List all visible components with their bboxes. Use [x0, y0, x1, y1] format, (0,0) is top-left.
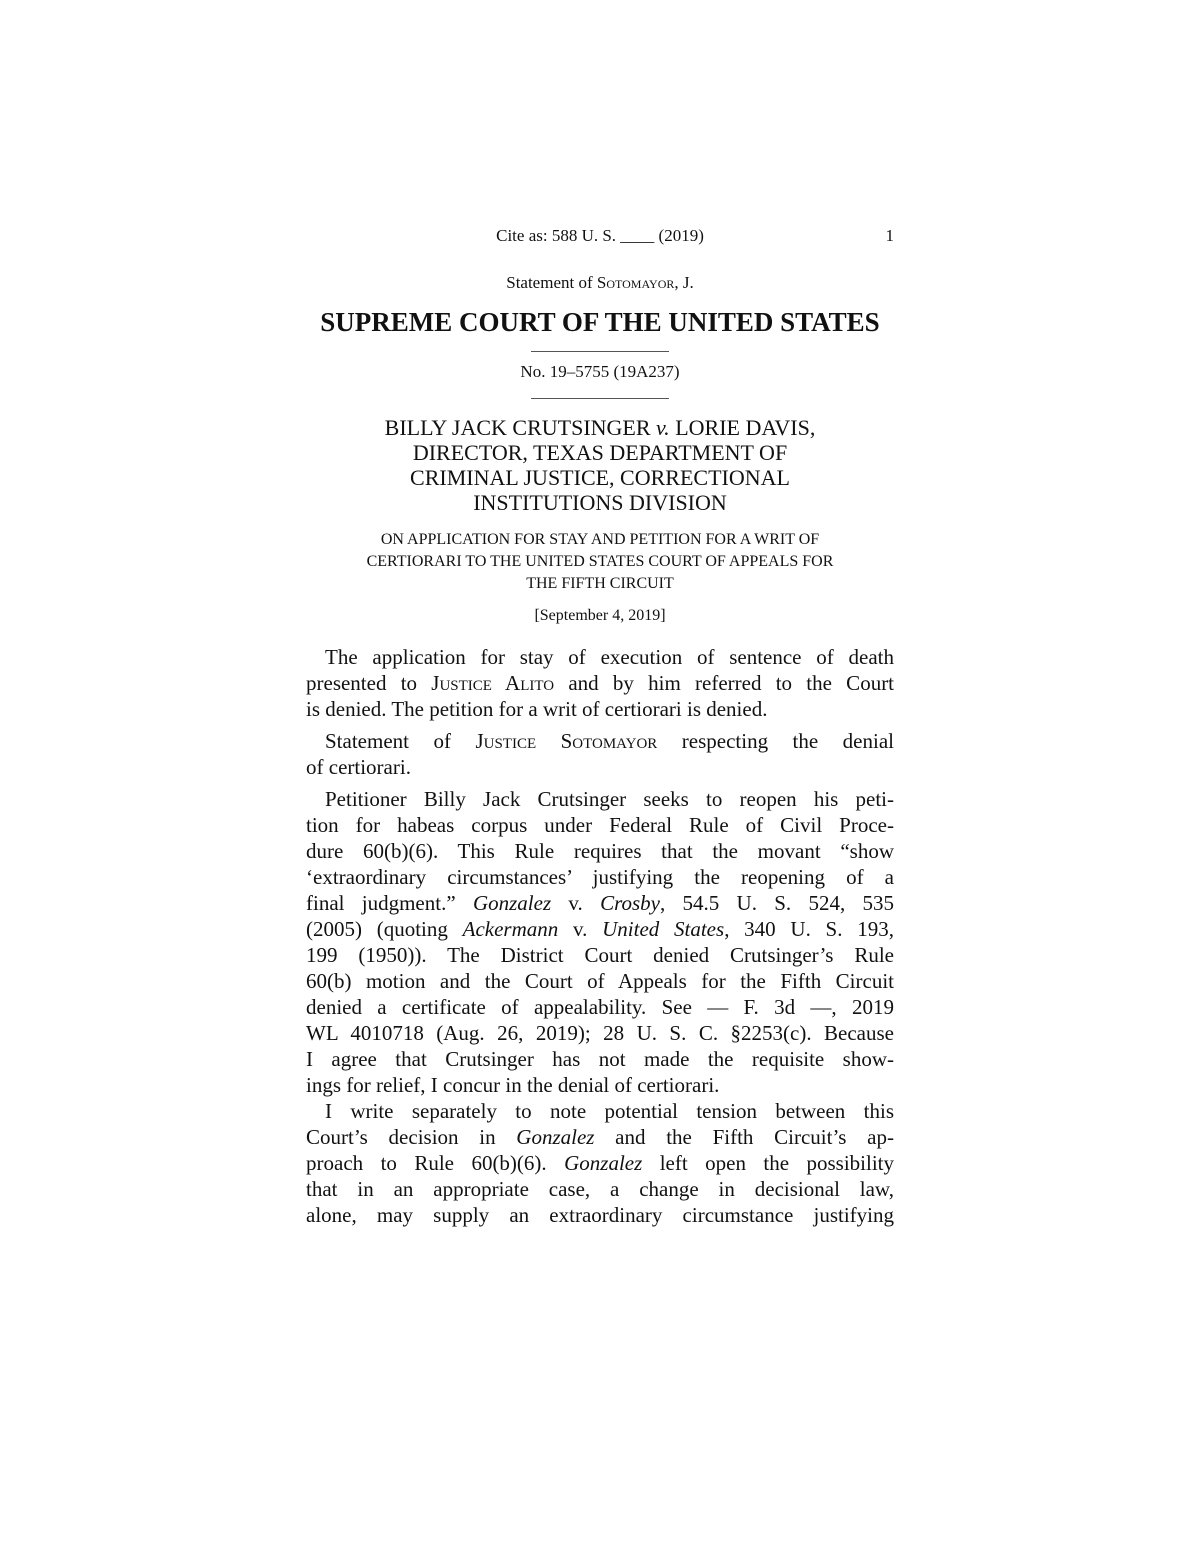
caption-line: CRIMINAL JUSTICE, CORRECTIONAL [410, 465, 790, 490]
text-line: dure 60(b)(6). This Rule requires that the movant “show [306, 839, 894, 863]
text-run: (2005) (quoting [306, 917, 463, 941]
text-line: 199 (1950)). The District Court denied Crutsinger’s Rule [306, 943, 894, 967]
opinion-page [306, 222, 894, 1228]
text-run: v. [551, 891, 601, 915]
page-number: 1 [885, 226, 894, 245]
case-name: Gonzalez [516, 1125, 595, 1149]
caption-respondent: LORIE DAVIS, [669, 415, 816, 440]
court-title: SUPREME COURT OF THE UNITED STATES [320, 307, 880, 337]
paragraph-background [306, 786, 894, 1098]
docket-number: No. 19–5755 (19A237) [520, 362, 680, 381]
justice-name: Justice Sotomayor [475, 729, 658, 753]
citation-header [306, 222, 894, 250]
text-run: , 54.5 U. S. 524, 535 [659, 891, 894, 915]
text-line: is denied. The petition for a writ of certiorari is denied. [306, 697, 768, 721]
text-line: Petitioner Billy Jack Crutsinger seeks to reopen his peti- [325, 787, 894, 811]
text-line: that in an appropriate case, a change in decisional law, [306, 1177, 894, 1201]
text-line: alone, may supply an extraordinary circumstance justifying [306, 1203, 894, 1227]
text-line [306, 728, 894, 754]
text-line: I agree that Crutsinger has not made the requisite show- [306, 1047, 894, 1071]
notice-line: CERTIORARI TO THE UNITED STATES COURT OF APPEALS FOR [366, 553, 834, 570]
case-caption [306, 415, 894, 515]
case-name: United States [602, 917, 725, 941]
text-run: presented to [306, 671, 432, 695]
notice-line: THE FIFTH CIRCUIT [526, 575, 674, 592]
text-run: proach to Rule 60(b)(6). [306, 1151, 565, 1175]
caption-versus: v. [656, 415, 670, 440]
case-name: Gonzalez [564, 1151, 643, 1175]
text-run: Court’s decision in [306, 1125, 517, 1149]
text-line [306, 670, 894, 696]
statement-suffix: , J. [674, 273, 694, 292]
case-name: Gonzalez [472, 891, 552, 915]
caption-petitioner: BILLY JACK CRUTSINGER [384, 415, 657, 440]
text-line [306, 890, 894, 916]
decision-date: [September 4, 2019] [534, 607, 666, 624]
text-line [306, 916, 894, 942]
divider-rule [531, 398, 669, 399]
caption-line [306, 415, 894, 440]
text-run: left open the possibility [642, 1151, 894, 1175]
text-run: respecting the denial [657, 729, 894, 753]
text-line: WL 4010718 (Aug. 26, 2019); 28 U. S. C. §2253(c). Because [306, 1021, 894, 1045]
text-line: of certiorari. [306, 755, 411, 779]
caption-line: DIRECTOR, TEXAS DEPARTMENT OF [412, 440, 788, 465]
text-run: Statement of [325, 729, 476, 753]
text-line [306, 1150, 894, 1176]
statement-prefix: Statement of [506, 273, 597, 292]
paragraph-order [306, 644, 894, 722]
text-run: v. [558, 917, 603, 941]
notice-line: ON APPLICATION FOR STAY AND PETITION FOR A WRIT OF [380, 531, 820, 548]
opinion-body [306, 644, 894, 1228]
text-run: final judgment.” [306, 891, 473, 915]
statement-header [306, 269, 894, 297]
text-line: 60(b) motion and the Court of Appeals for the Fifth Circuit [306, 969, 894, 993]
case-name: Crosby [600, 891, 660, 915]
divider-rule [531, 351, 669, 352]
text-line [306, 1124, 894, 1150]
caption-line: INSTITUTIONS DIVISION [473, 490, 727, 515]
text-line: The application for stay of execution of sentence of death [325, 645, 894, 669]
paragraph-tension [306, 1098, 894, 1228]
justice-name: Justice Alito [431, 671, 555, 695]
text-line: denied a certificate of appealability. See — F. 3d —, 2019 [306, 995, 894, 1019]
text-run: and by him referred to the Court [554, 671, 895, 695]
text-line: ‘extraordinary circumstances’ justifying the reopening of a [306, 865, 894, 889]
text-line: tion for habeas corpus under Federal Rule of Civil Proce- [306, 813, 894, 837]
text-line: I write separately to note potential tension between this [325, 1099, 894, 1123]
paragraph-statement-intro [306, 728, 894, 780]
citation-text: Cite as: 588 U. S. ____ (2019) [496, 226, 704, 245]
text-run: and the Fifth Circuit’s ap- [594, 1125, 894, 1149]
case-name: Ackermann [462, 917, 559, 941]
statement-justice-name: Sotomayor [596, 273, 675, 292]
on-application-notice [306, 529, 894, 595]
text-line: ings for relief, I concur in the denial of certiorari. [306, 1073, 720, 1097]
text-run: , 340 U. S. 193, [724, 917, 894, 941]
